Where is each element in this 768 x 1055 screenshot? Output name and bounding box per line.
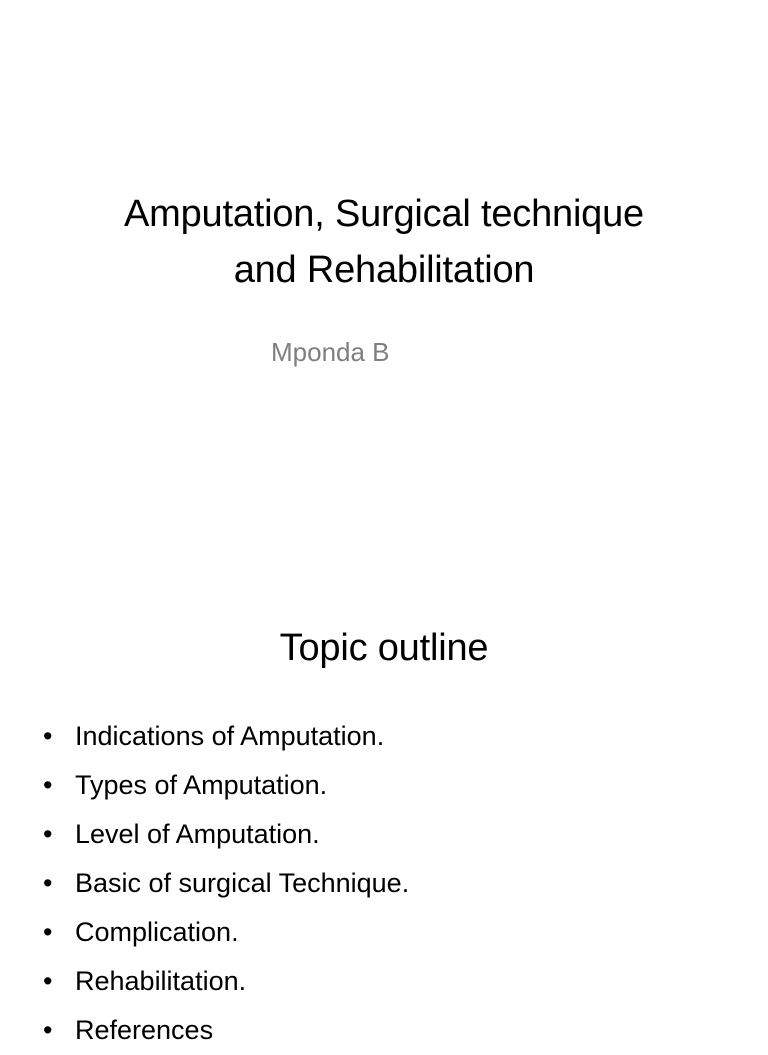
list-item [43, 810, 409, 859]
list-item [43, 761, 409, 810]
bullet-icon: • [43, 868, 53, 898]
list-item-text: Basic of surgical Technique. [75, 868, 410, 898]
bullet-icon: • [43, 917, 53, 947]
slide-title [40, 186, 728, 298]
bullet-icon: • [43, 966, 53, 996]
list-item [43, 859, 409, 908]
slide-title-line: and Rehabilitation [233, 249, 535, 291]
list-item-text: Types of Amputation. [75, 770, 328, 800]
list-item-text: References [75, 1015, 214, 1045]
bullet-icon: • [43, 721, 53, 751]
slide-title: Topic outline [279, 627, 489, 669]
bullet-list [43, 712, 409, 1055]
bullet-icon: • [43, 819, 53, 849]
list-item-text: Complication. [75, 917, 239, 947]
list-item [43, 712, 409, 761]
list-item-text: Rehabilitation. [75, 966, 247, 996]
list-item-text: Indications of Amputation. [75, 721, 385, 751]
list-item [43, 1006, 409, 1055]
list-item [43, 957, 409, 1006]
slide-title-line: Amputation, Surgical technique [124, 193, 644, 235]
bullet-icon: • [43, 770, 53, 800]
topic-outline-slide [0, 576, 768, 1045]
bullet-icon: • [43, 1015, 53, 1045]
list-item [43, 908, 409, 957]
author-subtitle: Mponda B [271, 337, 390, 367]
list-item-text: Level of Amputation. [75, 819, 320, 849]
